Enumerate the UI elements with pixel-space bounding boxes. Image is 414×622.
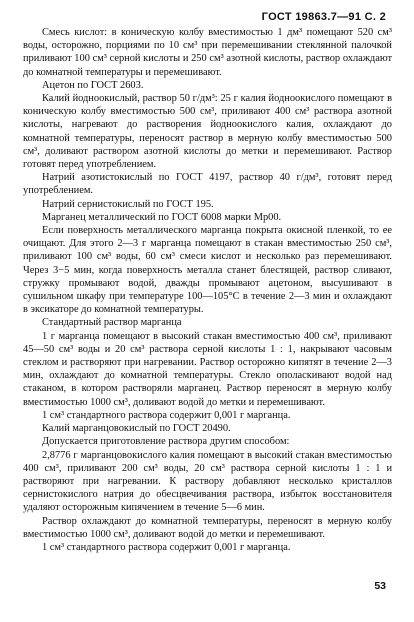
paragraph-standard-solution-prep: 1 г марганца помещают в высокий стакан вместимостью 400 см³, приливают 45—50 см³ воды и 20 см³ раствора серной кислоты 1 : 1, накрывают часовым стеклом и растворяют при нагревании. Раствор осторожно кипятят в течение 2—3 мин, охлаждают до комнатной температуры. Стекло ополаскивают водой над стаканом, в котором растворяли марганец. Раствор переносят в мерную колбу вместимостью 1000 см³, доливают водой до метки и перемешивают. xyxy=(23,330,392,408)
page-number: 53 xyxy=(374,580,386,592)
paragraph-cooling-transfer: Раствор охлаждают до комнатной температуры, переносят в мерную колбу вместимостью 1000 см³, доливают водой до метки и перемешивают. xyxy=(23,515,392,540)
paragraph-oxide-cleaning: Если поверхность металлического марганца покрыта окисной пленкой, то ее очищают. Для этого 2—3 г марганца помещают в стакан вместимостью 250 см³, приливают 100 см³ воды, 60 см³ смеси кислот и несколько раз перемешивают. Через 3−5 мин, когда поверхность металла станет блестящей, раствор сливают, стружку промывают водой, дважды промывают ацетоном, высушивают в сушильном шкафу при температуре 100—105°С в течение 2—3 мин и охлаждают в эксикаторе до комнатной температуры. xyxy=(23,225,392,316)
paragraph-standard-solution-heading: Стандартный раствор марганца xyxy=(42,317,182,329)
paragraph-permanganate: Калий марганцовокислый по ГОСТ 20490. xyxy=(42,423,231,435)
paragraph-concentration-2: 1 см³ стандартного раствора содержит 0,001 г марганца. xyxy=(42,541,291,553)
paragraph-potassium-iodate: Калий йодноокислый, раствор 50 г/дм³: 25 г калия йодноокислого помещают в коническую колбу вместимостью 500 см³, приливают 400 см³ раствора азотной кислоты, нагревают до растворения йодноокислого калия, охлаждают до комнатной температуры, переносят раствор в мерную колбу вместимостью 500 см³, доливают раствором азотной кислоты до метки и перемешивают. Раствор готовят перед употреблением. xyxy=(23,93,392,171)
paragraph-sodium-nitrite: Натрий азотистокислый по ГОСТ 4197, раствор 40 г/дм³, готовят перед употреблением. xyxy=(23,172,392,197)
paragraph-sodium-sulfite: Натрий сернистокислый по ГОСТ 195. xyxy=(42,198,214,210)
paragraph-acetone: Ацетон по ГОСТ 2603. xyxy=(42,79,144,91)
document-body xyxy=(23,26,392,554)
paragraph-acid-mixture: Смесь кислот: в коническую колбу вместимостью 1 дм³ помещают 520 см³ воды, осторожно, порциями по 10 см³ при перемешивании стеклянной палочкой приливают 100 см³ серной кислоты и 250 см³ азотной кислоты, раствор охлаждают до комнатной температуры и перемешивают. xyxy=(23,27,392,78)
paragraph-manganese-metal: Марганец металлический по ГОСТ 6008 марки Мр00. xyxy=(42,211,282,223)
paragraph-alternative-method: Допускается приготовление раствора другим способом: xyxy=(42,436,290,448)
paragraph-concentration-1: 1 см³ стандартного раствора содержит 0,001 г марганца. xyxy=(42,409,291,421)
paragraph-permanganate-prep: 2,8776 г марганцовокислого калия помещают в высокий стакан вместимостью 400 см³, приливают 200 см³ воды, 20 см³ раствора серной кислоты 1 : 1 и растворяют при нагревании. К раствору добавляют несколько кристаллов сернистокислого натрия до обесцвечивания раствора, избыток восстановителя удаляют осторожным кипячением в течение 5—6 мин. xyxy=(23,449,392,514)
page-header: ГОСТ 19863.7—91 С. 2 xyxy=(261,11,386,23)
